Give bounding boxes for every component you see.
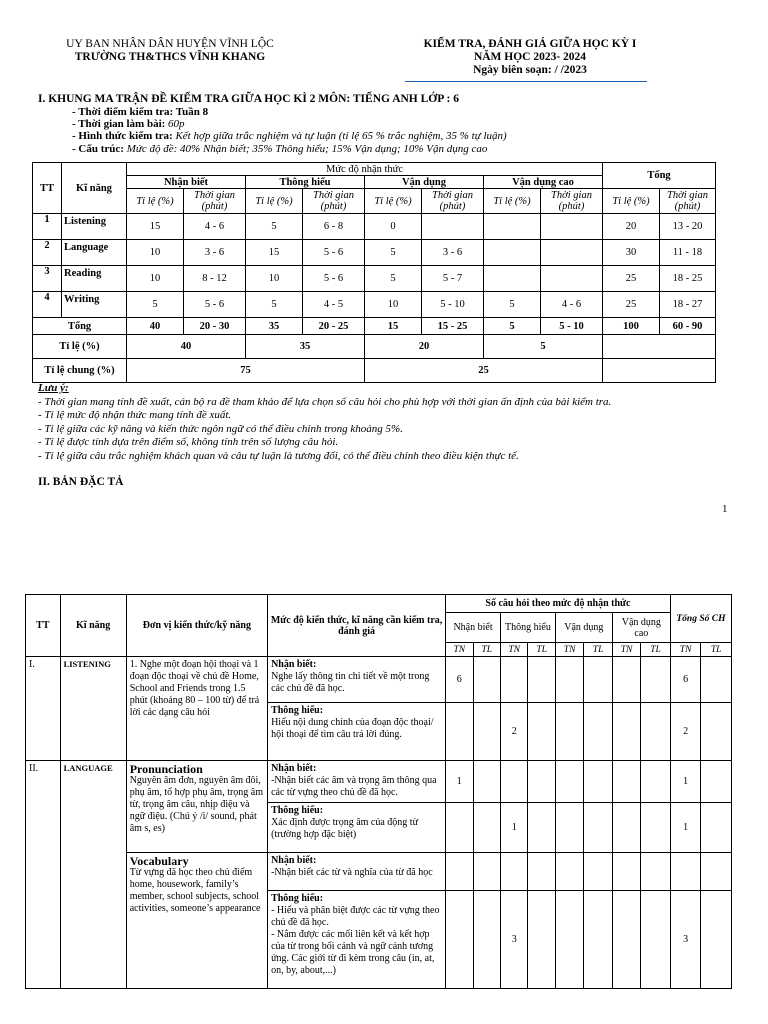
matrix-sub-rate: Tỉ lệ (%) bbox=[365, 189, 422, 214]
matrix-sub-time: Thời gian (phút) bbox=[303, 189, 365, 214]
table-row: Thông hiểu: Xác định được trọng âm của động từ (trường hợp đặc biệt) 1 1 bbox=[26, 803, 732, 853]
table-row: Vocabulary Từ vựng đã học theo chủ điểm home, housework, family’s member, school subjects, school activities, someone’s appearance Nhận biết: -Nhận biết các từ và nghĩa của từ đã học bbox=[26, 853, 732, 891]
authority-name: UY BAN NHÂN DÂN HUYỆN VĨNH LỘC bbox=[66, 38, 274, 50]
notes-title: Lưu ý: bbox=[38, 382, 69, 394]
meta-time-point: - Thời điểm kiểm tra: Tuần 8 bbox=[72, 106, 209, 118]
matrix-h-total: Tổng bbox=[603, 163, 716, 189]
spec-h-skill: Kĩ năng bbox=[60, 595, 126, 657]
matrix-sub-time: Thời gian (phút) bbox=[541, 189, 603, 214]
note-item: - Thời gian mang tính đề xuất, cán bộ ra đề tham khảo để lựa chọn số câu hỏi cho phù hợp với thời gian ấn định của bài kiểm tra. bbox=[38, 395, 612, 408]
spec-h-tt: TT bbox=[26, 595, 61, 657]
table-row: II. LANGUAGE Pronunciation Nguyên âm đơn, nguyên âm đôi, phụ âm, tổ hợp phụ âm, trọng âm từ, trọng âm câu, nhịp điệu và ngữ điệu. (Chú ý /i/ sound, phát âm s, es) Nhận biết: -Nhận biết các âm và trọng âm thông qua các từ vựng theo chủ đề đã học. 1 1 bbox=[26, 761, 732, 803]
matrix-h-level: Mức độ nhận thức bbox=[127, 163, 603, 176]
exam-title: KIỂM TRA, ĐÁNH GIÁ GIỮA HỌC KỲ I bbox=[423, 38, 637, 50]
spec-level-4: Vận dụng cao bbox=[612, 613, 670, 643]
exam-header bbox=[395, 38, 665, 77]
spec-h-unit: Đơn vị kiến thức/kỹ năng bbox=[126, 595, 267, 657]
spec-unit: Pronunciation Nguyên âm đơn, nguyên âm đôi, phụ âm, tổ hợp phụ âm, trọng âm từ, trọng âm câu, nhịp điệu và ngữ điệu. (Chú ý /i/ sound, phát âm s, es) bbox=[126, 761, 267, 853]
notes bbox=[38, 382, 738, 463]
exam-meta bbox=[72, 106, 507, 155]
table-row: Thông hiểu: - Hiểu và phân biệt được các từ vựng theo chủ đề đã học. - Nắm được các mối liên kết và kết hợp của từ trong bối cảnh và ngữ cảnh tương ứng. Các giới từ đi kèm trong câu (in, at, on, by, about,...) 3 3 bbox=[26, 891, 732, 989]
matrix-ratio-row: Tỉ lệ (%) 40 35 20 5 bbox=[33, 335, 716, 359]
table-row: Thông hiểu: Hiểu nội dung chính của đoạn độc thoại/ hội thoại để tìm câu trả lời đúng. 2 2 bbox=[26, 703, 732, 761]
matrix-sub-time: Thời gian (phút) bbox=[422, 189, 484, 214]
matrix-common-row: Tỉ lệ chung (%) 75 25 bbox=[33, 359, 716, 383]
matrix-level-3: Vận dụng bbox=[365, 176, 484, 189]
spec-tt: I. bbox=[26, 657, 61, 761]
note-item: - Tỉ lệ giữa câu trắc nghiệm khách quan và câu tự luận là tương đối, có thể điều chỉnh theo điều kiện thực tế. bbox=[38, 449, 519, 462]
school-year: NĂM HỌC 2023- 2024 bbox=[473, 51, 587, 63]
matrix-level-1: Nhận biết bbox=[127, 176, 246, 189]
spec-level-2: Thông hiểu bbox=[500, 613, 555, 643]
matrix-total-row: Tổng 40 20 - 30 35 20 - 25 15 15 - 25 5 5 - 10 100 60 - 90 bbox=[33, 318, 716, 335]
matrix-sub-rate: Tỉ lệ (%) bbox=[484, 189, 541, 214]
meta-duration: - Thời gian làm bài: 60p bbox=[72, 118, 185, 131]
section2-title: II. BẢN ĐẶC TẢ bbox=[38, 476, 124, 488]
spec-table: TT Kĩ năng Đơn vị kiến thức/kỹ năng Mức độ kiến thức, kĩ năng cần kiểm tra, đánh giá Số câu hỏi theo mức độ nhận thức Tổng Số CH Nhận biết Thông hiểu Vận dụng Vận dụng cao TN TL TN TL TN TL TN TL TN TL I. LISTENING 1. Nghe một đoạn hội thoại và 1 đoạn độc thoại về chủ đề Home, School and Friends trong 1.5 phút (khoảng 80 – 100 từ) để trả lời các dạng câu hỏi Nhận biết: Nghe lấy thông tin chi tiết về một trong các chủ đề đã học. 6 6 Thông hiểu: Hiểu nội dung chính của đoạn độc thoại/ hội thoại để tìm câu trả lời đúng. 2 2 II. LANGUAGE Pronunciation Nguyên âm đơn, nguyên âm đôi, phụ âm, tổ hợp phụ âm, trọng âm từ, trọng âm câu, nhịp điệu và ngữ điệu. (Chú ý /i/ sound, phát âm s, es) Nhận biết: -Nhận biết các âm và trọng âm thông qua các từ vựng theo chủ đề đã học. 1 1 Thông hiểu: Xác định được trọng âm của động từ (trường hợp đặc biệt) 1 1 Vocabulary Từ vựng đã học theo chủ điểm home, housework, family’s member, school subjects, school activities, someone’s appearance Nhận biết: -Nhận biết các từ và nghĩa của từ đã học Thông hiểu: - Hiểu và phân biệt được các từ vựng theo chủ đề đã học. - Nắm được các mối liên kết và kết hợp của từ trong bối cảnh và ngữ cảnh tương ứng. Các giới từ đi kèm trong câu (in, at, on, by, about,...) 3 3 bbox=[25, 594, 732, 989]
spec-skill: LISTENING bbox=[60, 657, 126, 761]
meta-structure: - Cấu trúc: Mức độ đề: 40% Nhận biết; 35% Thông hiểu; 15% Vận dụng; 10% Vận dụng cao bbox=[72, 142, 488, 155]
matrix-row: 4 Writing 5 5 - 6 5 4 - 5 10 5 - 10 5 4 - 6 25 18 - 27 bbox=[33, 292, 716, 318]
spec-h-count: Số câu hỏi theo mức độ nhận thức bbox=[446, 595, 671, 613]
matrix-h-tt: TT bbox=[33, 163, 62, 214]
matrix-h-skill: Kĩ năng bbox=[62, 163, 127, 214]
matrix-sub-rate: Tỉ lệ (%) bbox=[127, 189, 184, 214]
spec-skill: LANGUAGE bbox=[60, 761, 126, 989]
meta-format: - Hình thức kiểm tra: Kết hợp giữa trắc nghiệm và tự luận (tỉ lệ 65 % trắc nghiệm, 35 % tự luận) bbox=[72, 130, 507, 143]
note-item: - Tỉ lệ giữa các kỹ năng và kiến thức ngôn ngữ có thể điều chỉnh trong khoảng 5%. bbox=[38, 422, 403, 435]
matrix-level-2: Thông hiểu bbox=[246, 176, 365, 189]
table-row: I. LISTENING 1. Nghe một đoạn hội thoại và 1 đoạn độc thoại về chủ đề Home, School and Friends trong 1.5 phút (khoảng 80 – 100 từ) để trả lời các dạng câu hỏi Nhận biết: Nghe lấy thông tin chi tiết về một trong các chủ đề đã học. 6 6 bbox=[26, 657, 732, 703]
matrix-row: 3 Reading 10 8 - 12 10 5 - 6 5 5 - 7 25 18 - 25 bbox=[33, 266, 716, 292]
matrix-level-4: Vận dụng cao bbox=[484, 176, 603, 189]
spec-unit: 1. Nghe một đoạn hội thoại và 1 đoạn độc thoại về chủ đề Home, School and Friends trong 1.5 phút (khoảng 80 – 100 từ) để trả lời các dạng câu hỏi bbox=[126, 657, 267, 761]
compile-date: Ngày biên soạn: / /2023 bbox=[473, 64, 587, 76]
note-item: - Tỉ lệ mức độ nhận thức mang tính đề xuất. bbox=[38, 409, 232, 421]
note-item: - Tỉ lệ được tính dựa trên điểm số, không tính trên số lượng câu hỏi. bbox=[38, 436, 339, 448]
header-divider bbox=[405, 81, 647, 82]
school-name: TRƯỜNG TH&THCS VĨNH KHANG bbox=[74, 51, 266, 63]
matrix-row: 1 Listening 15 4 - 6 5 6 - 8 0 20 13 - 20 bbox=[33, 214, 716, 240]
spec-level-3: Vận dụng bbox=[555, 613, 612, 643]
spec-unit: Vocabulary Từ vựng đã học theo chủ điểm home, housework, family’s member, school subjects, school activities, someone’s appearance bbox=[126, 853, 267, 989]
spec-level-1: Nhận biết bbox=[446, 613, 501, 643]
page-number: 1 bbox=[722, 503, 728, 515]
section1-title: I. KHUNG MA TRẬN ĐỀ KIỂM TRA GIỮA HỌC KÌ 2 MÔN: TIẾNG ANH LỚP : 6 bbox=[38, 93, 459, 105]
matrix-sub-rate: Tỉ lệ (%) bbox=[603, 189, 660, 214]
matrix-row: 2 Language 10 3 - 6 15 5 - 6 5 3 - 6 30 11 - 18 bbox=[33, 240, 716, 266]
matrix-sub-time: Thời gian (phút) bbox=[184, 189, 246, 214]
spec-h-total: Tổng Số CH bbox=[670, 595, 731, 643]
spec-h-level: Mức độ kiến thức, kĩ năng cần kiểm tra, đánh giá bbox=[268, 595, 446, 657]
matrix-sub-time: Thời gian (phút) bbox=[660, 189, 716, 214]
authority-header bbox=[40, 38, 300, 64]
spec-tt: II. bbox=[26, 761, 61, 989]
matrix-table bbox=[32, 162, 716, 383]
matrix-sub-rate: Tỉ lệ (%) bbox=[246, 189, 303, 214]
